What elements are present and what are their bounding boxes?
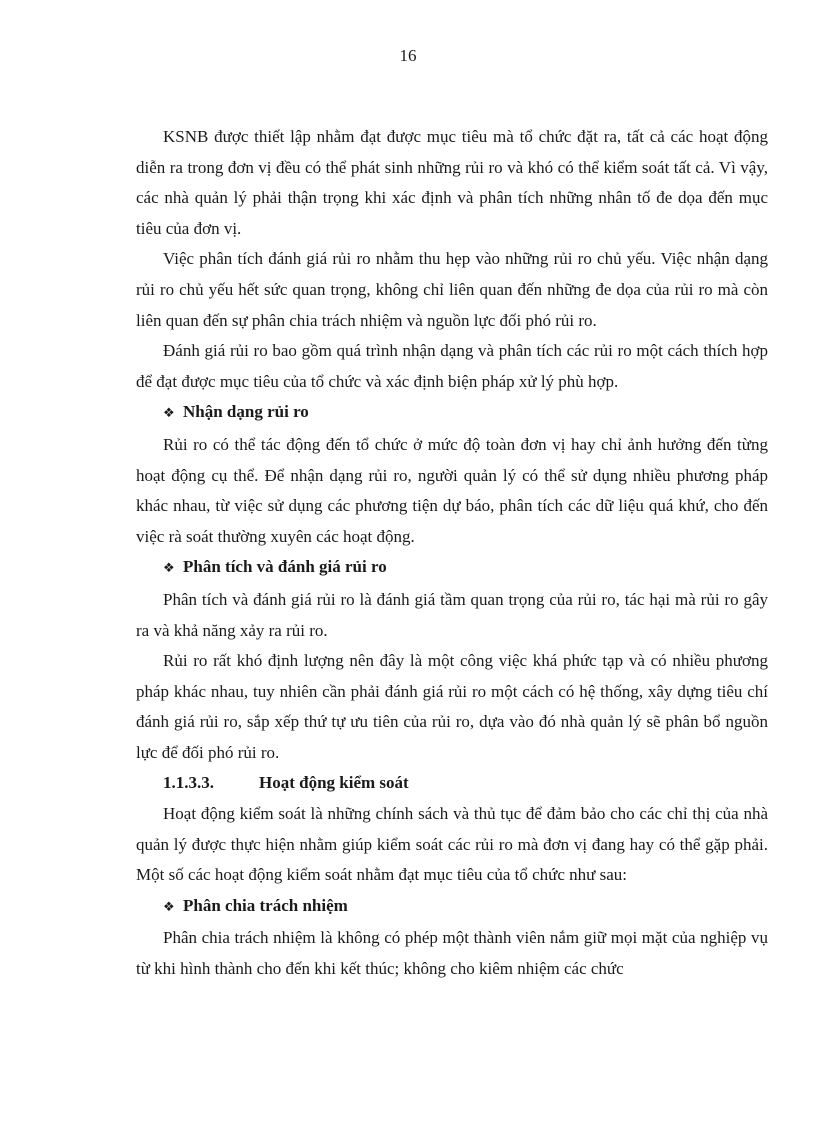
section-title: Hoạt động kiểm soát <box>259 773 409 793</box>
paragraph-identify-risk: Rủi ro có thể tác động đến tổ chức ở mức độ toàn đơn vị hay chỉ ảnh hưởng đến từng hoạt động cụ thể. Để nhận dạng rủi ro, người quản lý có thể sử dụng nhiều phương pháp khác nhau, từ việc sử dụng các phương tiện dự báo, phân tích các dữ liệu quá khứ, cho đến việc rà soát thường xuyên các hoạt động. <box>136 434 768 546</box>
heading-identify-risk <box>136 397 768 430</box>
section-number: 1.1.3.3. <box>163 773 214 793</box>
heading-analyze-risk <box>136 552 768 585</box>
diamond-bullet-icon: ❖ <box>163 899 175 915</box>
paragraph-control-activities: Hoạt động kiểm soát là những chính sách và thủ tục để đảm bảo cho các chỉ thị của nhà quản lý được thực hiện nhằm giúp kiểm soát các rủi ro mà đơn vị đang hay có thể gặp phải. Một số các hoạt động kiểm soát nhằm đạt mục tiêu của tổ chức như sau: <box>136 804 768 885</box>
heading-analyze-risk-text: Phân tích và đánh giá rủi ro <box>183 557 387 577</box>
document-body <box>136 122 768 985</box>
paragraph-analyze-risk-2: Rủi ro rất khó định lượng nên đây là một công việc khá phức tạp và có nhiều phương pháp khác nhau, tuy nhiên cần phải đánh giá rủi ro một cách có hệ thống, xây dựng tiêu chí đánh giá rủi ro, sắp xếp thứ tự ưu tiên của rủi ro, dựa vào đó nhà quản lý sẽ phân bổ nguồn lực để đối phó rủi ro. <box>136 651 768 762</box>
paragraph-risk-analysis: Việc phân tích đánh giá rủi ro nhằm thu hẹp vào những rủi ro chủ yếu. Việc nhận dạng rủi ro chủ yếu hết sức quan trọng, không chỉ liên quan đến những đe dọa của rủi ro mà còn liên quan đến sự phân chia trách nhiệm và nguồn lực đối phó rủi ro. <box>136 249 768 330</box>
paragraph-ksnb-intro: KSNB được thiết lập nhằm đạt được mục tiêu mà tổ chức đặt ra, tất cả các hoạt động diễn ra trong đơn vị đều có thể phát sinh những rủi ro và khó có thể kiểm soát tất cả. Vì vậy, các nhà quản lý phải thận trọng khi xác định và phân tích những nhân tố đe dọa đến mục tiêu của đơn vị. <box>136 127 768 238</box>
heading-identify-risk-text: Nhận dạng rủi ro <box>183 402 309 422</box>
diamond-bullet-icon: ❖ <box>163 561 175 577</box>
section-heading-control-activities <box>136 768 768 799</box>
page-number: 16 <box>399 46 417 65</box>
heading-segregation-text: Phân chia trách nhiệm <box>183 895 348 915</box>
paragraph-analyze-risk-1: Phân tích và đánh giá rủi ro là đánh giá tầm quan trọng của rủi ro, tác hại mà rủi ro gây ra và khả năng xảy ra rủi ro. <box>136 589 768 640</box>
heading-segregation <box>136 891 768 924</box>
paragraph-risk-assessment: Đánh giá rủi ro bao gồm quá trình nhận dạng và phân tích các rủi ro một cách thích hợp để đạt được mục tiêu của tổ chức và xác định biện pháp xử lý phù hợp. <box>136 341 768 391</box>
diamond-bullet-icon: ❖ <box>163 406 175 422</box>
paragraph-segregation: Phân chia trách nhiệm là không có phép một thành viên nắm giữ mọi mặt của nghiệp vụ từ khi hình thành cho đến khi kết thúc; không cho kiêm nhiệm các chức <box>136 928 768 979</box>
